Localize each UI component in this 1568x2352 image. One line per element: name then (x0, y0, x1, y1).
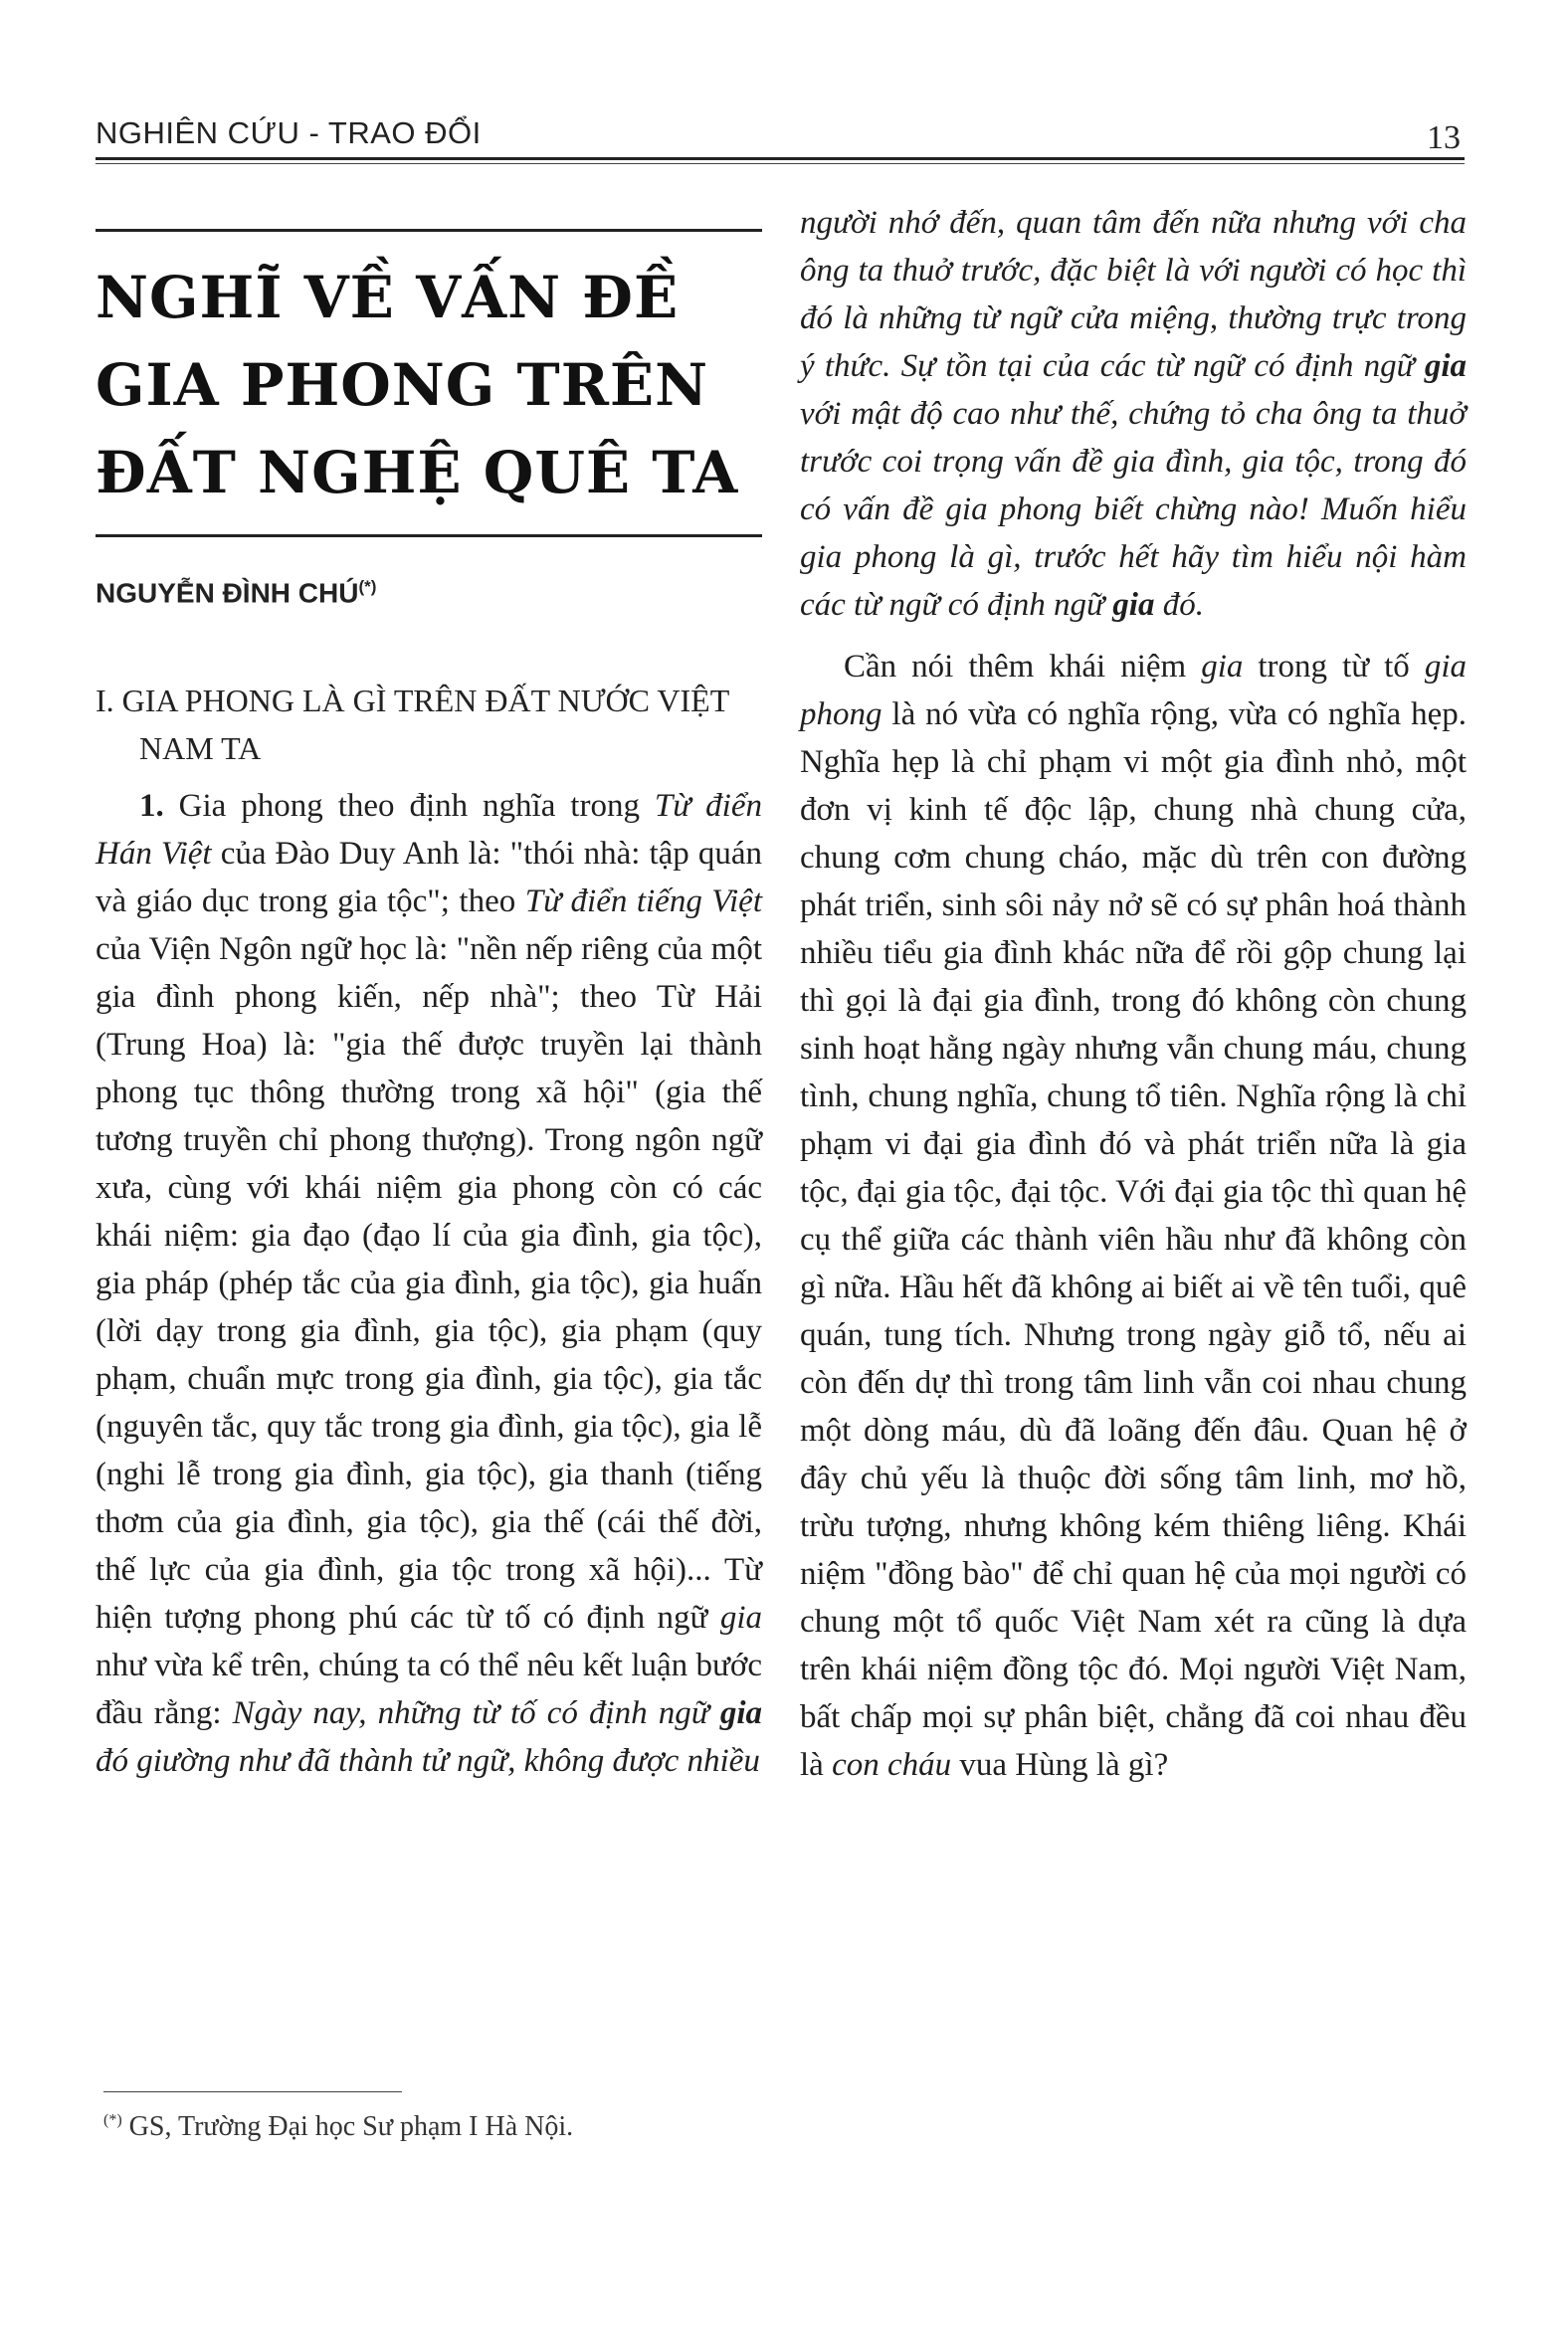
text-run: là nó vừa có nghĩa rộng, vừa có nghĩa hẹp. Nghĩa hẹp là chỉ phạm vi một gia đình nhỏ, một đơn vị kinh tế độc lập, chung nhà chung cửa, chung cơm chung cháo, mặc dù trên con đường phát triển, sinh sôi nảy nở sẽ có sự phân hoá thành nhiều tiểu gia đình khác nữa để rồi gộp chung lại thì gọi là đại gia đình, trong đó không còn chung sinh hoạt hằng ngày nhưng vẫn chung máu, chung tình, chung nghĩa, chung tổ tiên. Nghĩa rộng là chỉ phạm vi đại gia đình đó và phát triển nữa là gia tộc, đại gia tộc, đại tộc. Với đại gia tộc thì quan hệ cụ thể giữa các thành viên hầu như đã không còn gì nữa. Hầu hết đã không ai biết ai về tên tuổi, quê quán, tung tích. Nhưng trong ngày giỗ tổ, nếu ai còn đến dự thì trong tâm linh vẫn coi nhau chung một dòng máu, dù đã loãng đến đâu. Quan hệ ở đây chủ yếu là thuộc đời sống tâm linh, mơ hồ, trừu tượng, nhưng không kém thiêng liêng. Khái niệm "đồng bào" để chỉ quan hệ của mọi người có chung một tổ quốc Việt Nam xét ra cũng là dựa trên khái niệm đồng tộc đó. Mọi người Việt Nam, bất chấp mọi sự phân biệt, chẳng đã coi nhau đều là (800, 696, 1467, 1783)
emphasis: Ngày nay, những từ tố có định ngữ (232, 1695, 720, 1732)
title-line: GIA PHONG TRÊN (96, 351, 709, 419)
header-rule (96, 157, 1465, 160)
emphasis: đó. (1154, 587, 1204, 623)
section-heading: I. GIA PHONG LÀ GÌ TRÊN ĐẤT NƯỚC VIỆT NAM TA (96, 683, 729, 767)
dictionary-title: Từ điển Hán Việt (96, 788, 762, 873)
emphasis: gia (719, 1600, 762, 1637)
text-run: vua Hùng là gì? (951, 1747, 1169, 1783)
footnote-mark: (*) (103, 2111, 122, 2129)
text-run: Cần nói thêm khái niệm (844, 649, 1202, 685)
text-run: Gia phong theo định nghĩa trong (163, 788, 655, 825)
title-bottom-rule (96, 534, 762, 537)
emphasis-bold: gia (1112, 587, 1155, 623)
emphasis: con cháu (832, 1747, 952, 1783)
emphasis: gia (1201, 649, 1244, 685)
emphasis-bold: gia (719, 1695, 762, 1732)
emphasis: gia phong (800, 649, 1467, 732)
author-name: NGUYỄN ĐÌNH CHÚ (96, 577, 359, 609)
emphasis: với mật độ cao như thế, chứng tỏ cha ông ta thuở trước coi trọng vấn đề gia đình, gia tộc, trong đó có vấn đề gia phong biết chừng nào! Muốn hiểu gia phong là gì, trước hết hãy tìm hiểu nội hàm các từ ngữ có định ngữ (800, 396, 1467, 623)
author-byline (96, 577, 762, 609)
footnote-text: GS, Trường Đại học Sư phạm I Hà Nội. (121, 2111, 574, 2142)
text-run: như vừa kể trên, chúng ta có thể nêu kết luận bước đầu rằng: (96, 1648, 762, 1732)
emphasis: đó giường như đã thành tử ngữ, không được nhiều (96, 1743, 760, 1780)
section-label: NGHIÊN CỨU - TRAO ĐỔI (96, 115, 482, 150)
text-run: của Viện Ngôn ngữ học là: "nền nếp riêng của một gia đình phong kiến, nếp nhà"; theo Từ Hải (Trung Hoa) là: "gia thế được truyền lại thành phong tục thông thường trong xã hội" (gia thế tương truyền chỉ phong thượng). Trong ngôn ngữ xưa, cùng với khái niệm gia phong còn có các khái niệm: gia đạo (đạo lí của gia đình, gia tộc), gia pháp (phép tắc của gia đình, gia tộc), gia huấn (lời dạy trong gia đình, gia tộc), gia phạm (quy phạm, chuẩn mực trong gia đình, gia tộc), gia tắc (nguyên tắc, quy tắc trong gia đình, gia tộc), gia lễ (nghi lễ trong gia đình, gia tộc), gia thanh (tiếng thơm của gia đình, gia tộc), gia thế (cái thế đời, thế lực của gia đình, gia tộc trong xã hội)... Từ hiện tượng phong phú các từ tố có định ngữ (96, 931, 762, 1637)
emphasis: người nhớ đến, quan tâm đến nữa nhưng với cha ông ta thuở trước, đặc biệt là với người có học thì đó là những từ ngữ cửa miệng, thường trực trong ý thức. Sự tồn tại của các từ ngữ có định ngữ (800, 205, 1467, 384)
running-header (96, 111, 1465, 161)
left-column (96, 229, 762, 1785)
emphasis-bold: gia (1424, 348, 1467, 384)
paragraph-3 (800, 643, 1467, 1789)
right-column (800, 199, 1467, 1789)
paragraph-number: 1. (139, 788, 164, 825)
article-title (96, 254, 762, 516)
title-line: NGHĨ VỀ VẤN ĐỀ (96, 264, 680, 331)
text-run: của Đào Duy Anh là: "thói nhà: tập quán và giáo dục trong gia tộc"; theo (96, 836, 762, 920)
title-line: ĐẤT NGHỆ QUÊ TA (96, 439, 739, 506)
author-footnote-mark: (*) (358, 577, 377, 596)
header-rule-thin (96, 163, 1465, 164)
dictionary-title: Từ điển tiếng Việt (524, 883, 763, 920)
text-run: trong từ tố (1243, 649, 1425, 685)
paragraph-1 (96, 782, 762, 1785)
footnote (103, 2111, 760, 2143)
footnote-rule (103, 2091, 402, 2092)
paragraph-2 (800, 199, 1467, 629)
title-top-rule (96, 229, 762, 232)
page-number: 13 (1427, 119, 1461, 156)
